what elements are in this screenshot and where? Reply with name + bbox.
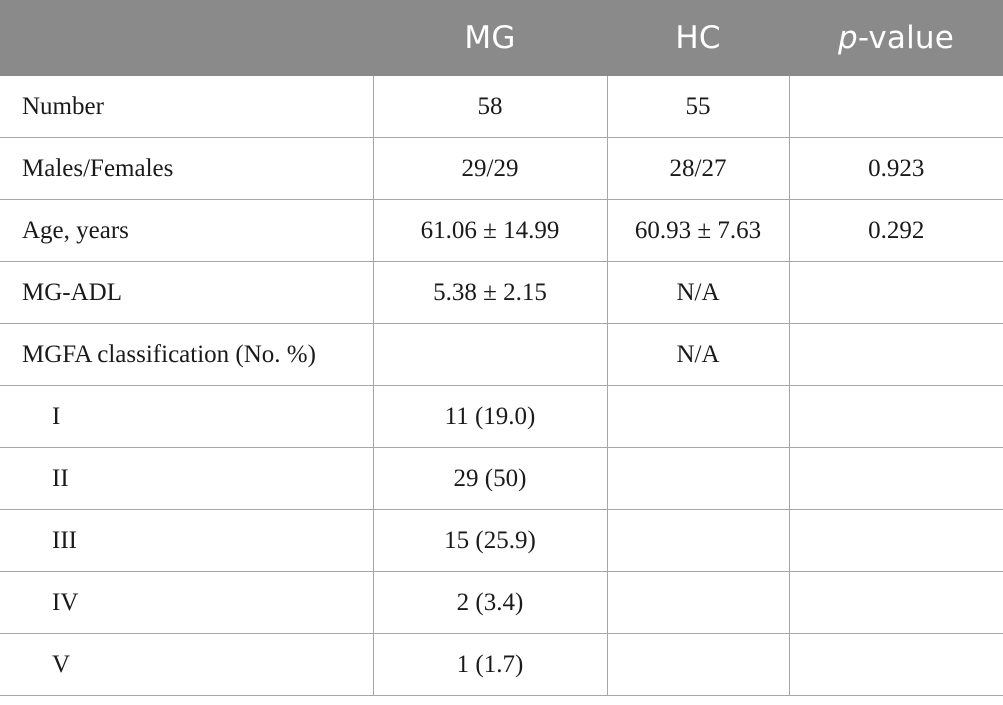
row-label: V <box>0 634 373 696</box>
pvalue-italic-p: p <box>837 20 858 56</box>
row-label: MG-ADL <box>0 262 373 324</box>
row-label: IV <box>0 572 373 634</box>
cell-hc <box>607 572 789 634</box>
row-label: Males/Females <box>0 138 373 200</box>
cell-hc: N/A <box>607 262 789 324</box>
cell-pvalue <box>789 572 1003 634</box>
cell-mg: 61.06 ± 14.99 <box>373 200 607 262</box>
row-label: III <box>0 510 373 572</box>
column-header-blank <box>0 0 373 76</box>
cell-hc: 28/27 <box>607 138 789 200</box>
cell-mg: 11 (19.0) <box>373 386 607 448</box>
row-label: Age, years <box>0 200 373 262</box>
table-row <box>0 572 1003 634</box>
table-row <box>0 324 1003 386</box>
cell-pvalue <box>789 262 1003 324</box>
cell-mg: 29 (50) <box>373 448 607 510</box>
cell-mg: 5.38 ± 2.15 <box>373 262 607 324</box>
table-header <box>0 0 1003 76</box>
cell-hc <box>607 634 789 696</box>
table-row <box>0 262 1003 324</box>
column-header-pvalue <box>789 0 1003 76</box>
table-row <box>0 510 1003 572</box>
cell-mg: 29/29 <box>373 138 607 200</box>
cell-mg: 15 (25.9) <box>373 510 607 572</box>
cell-pvalue <box>789 386 1003 448</box>
table-header-row <box>0 0 1003 76</box>
cell-mg <box>373 324 607 386</box>
cell-pvalue <box>789 634 1003 696</box>
cell-pvalue: 0.292 <box>789 200 1003 262</box>
cell-hc <box>607 510 789 572</box>
row-label: MGFA classification (No. %) <box>0 324 373 386</box>
row-label: Number <box>0 76 373 138</box>
cell-hc: 55 <box>607 76 789 138</box>
cell-hc: 60.93 ± 7.63 <box>607 200 789 262</box>
cell-mg: 2 (3.4) <box>373 572 607 634</box>
cell-hc <box>607 386 789 448</box>
column-header-hc: HC <box>607 0 789 76</box>
cell-pvalue <box>789 448 1003 510</box>
column-header-mg: MG <box>373 0 607 76</box>
table-row <box>0 200 1003 262</box>
cell-hc: N/A <box>607 324 789 386</box>
cell-pvalue: 0.923 <box>789 138 1003 200</box>
cell-pvalue <box>789 510 1003 572</box>
row-label: II <box>0 448 373 510</box>
table-row <box>0 634 1003 696</box>
cell-pvalue <box>789 324 1003 386</box>
table-row <box>0 386 1003 448</box>
cell-hc <box>607 448 789 510</box>
table-row <box>0 138 1003 200</box>
cell-pvalue <box>789 76 1003 138</box>
cell-mg: 1 (1.7) <box>373 634 607 696</box>
table-row <box>0 76 1003 138</box>
cell-mg: 58 <box>373 76 607 138</box>
pvalue-suffix: -value <box>857 20 955 56</box>
row-label: I <box>0 386 373 448</box>
table-row <box>0 448 1003 510</box>
table-body <box>0 76 1003 696</box>
